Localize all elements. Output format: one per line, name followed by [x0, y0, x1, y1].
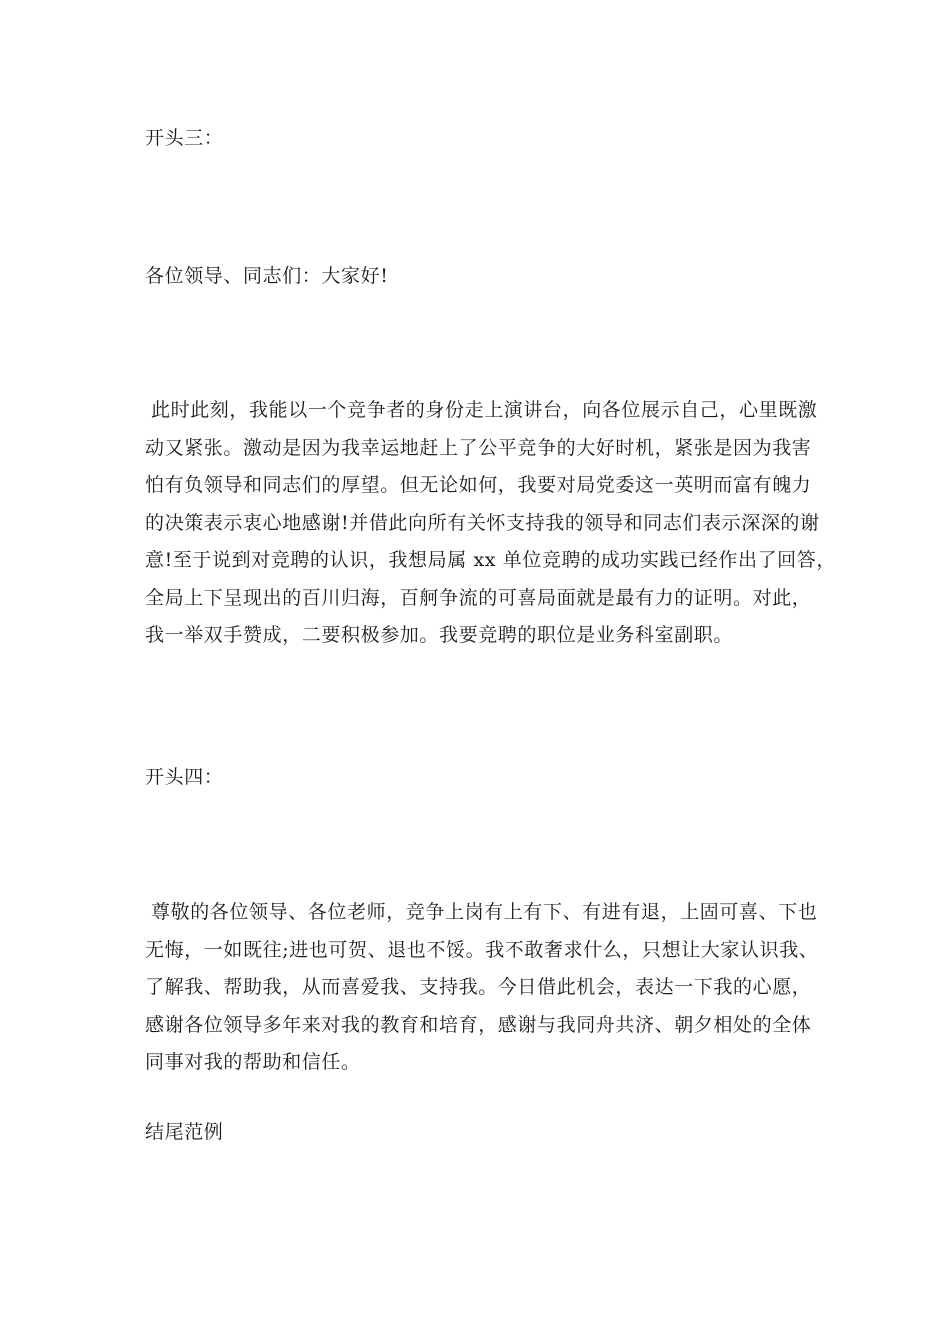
paragraph-line: 感谢各位领导多年来对我的教育和培育，感谢与我同舟共济、朝夕相处的全体 — [145, 1013, 812, 1036]
greeting-line: 各位领导、同志们：大家好! — [145, 265, 389, 287]
paragraph-line: 此时此刻，我能以一个竞争者的身份走上演讲台，向各位展示自己，心里既激 — [151, 399, 818, 421]
paragraph-line: 动又紧张。激动是因为我幸运地赶上了公平竞争的大好时机，紧张是因为我害 — [145, 436, 812, 459]
paragraph-line: 怕有负领导和同志们的厚望。但无论如何，我要对局党委这一英明而富有魄力 — [145, 474, 812, 496]
paragraph-line: 的决策表示衷心地感谢!并借此向所有关怀支持我的领导和同志们表示深深的谢 — [145, 511, 820, 534]
paragraph-line: 意!至于说到对竞聘的认识，我想局属 xx 单位竞聘的成功实践已经作出了回答， — [145, 549, 836, 571]
heading-opening-3: 开头三： — [145, 127, 224, 149]
paragraph-line: 无悔，一如既往;进也可贺、退也不馁。我不敢奢求什么，只想让大家认识我、 — [145, 938, 819, 961]
paragraph-line: 全局上下呈现出的百川归海，百舸争流的可喜局面就是最有力的证明。对此， — [145, 586, 812, 609]
paragraph-line: 尊敬的各位领导、各位老师，竞争上岗有上有下、有进有退，上固可喜、下也 — [151, 901, 818, 923]
paragraph-line: 同事对我的帮助和信任。 — [145, 1051, 361, 1073]
paragraph-line: 了解我、帮助我，从而喜爱我、支持我。今日借此机会，表达一下我的心愿， — [145, 976, 812, 998]
heading-opening-4: 开头四： — [145, 766, 224, 788]
paragraph-line: 我一举双手赞成，二要积极参加。我要竞聘的职位是业务科室副职。 — [145, 624, 734, 646]
paragraph-opening-4 — [145, 894, 819, 1082]
paragraph-opening-3 — [145, 392, 836, 655]
heading-ending-examples: 结尾范例 — [145, 1121, 224, 1143]
